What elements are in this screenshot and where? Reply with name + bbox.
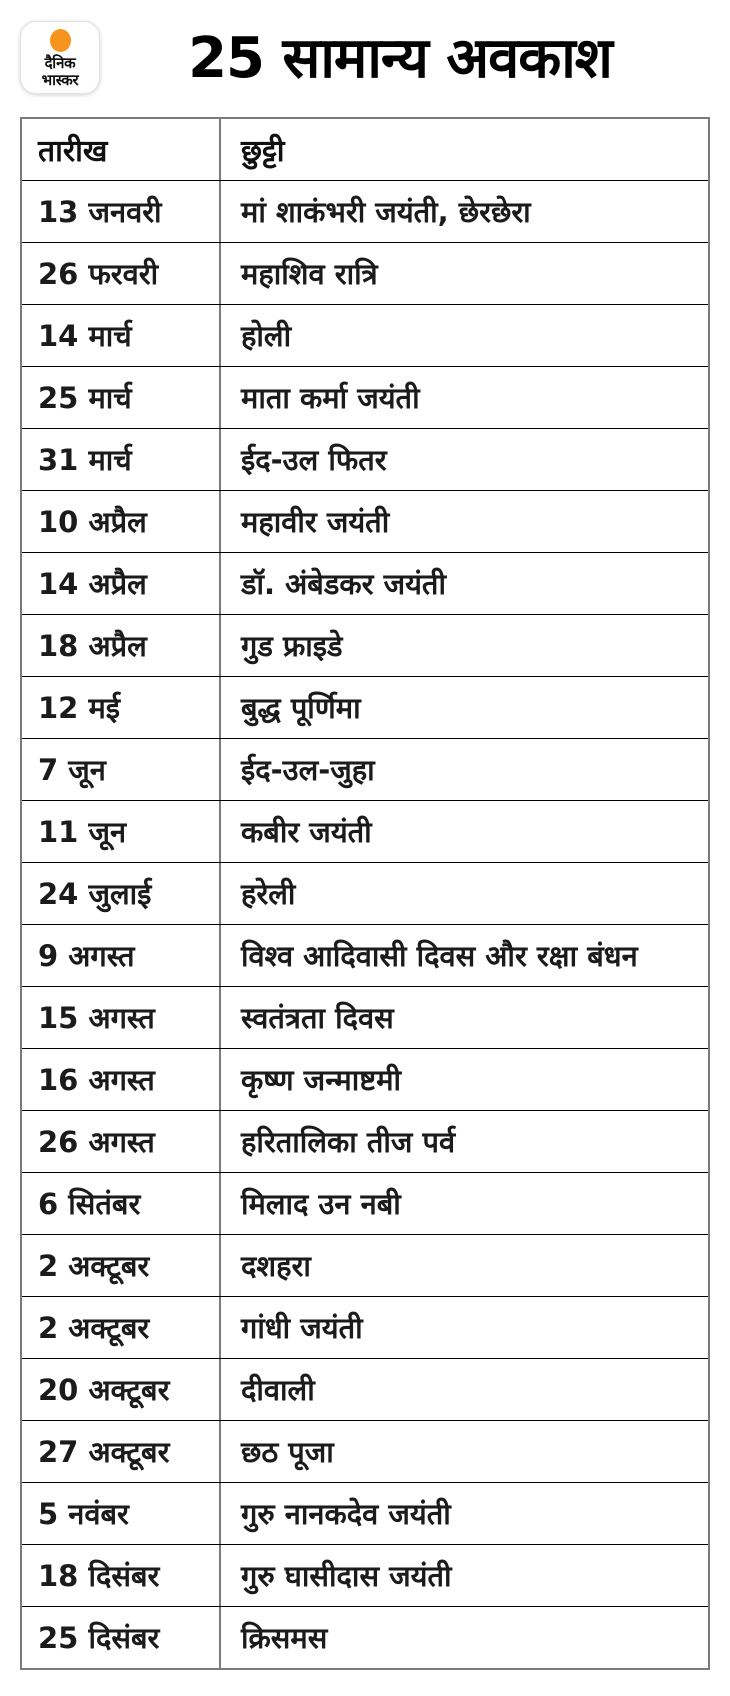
date-cell: 11 जून xyxy=(22,801,221,862)
table-row xyxy=(22,304,708,366)
holiday-cell: गांधी जयंती xyxy=(241,1311,363,1345)
date-cell: 26 अगस्त xyxy=(22,1111,221,1172)
holiday-cell: ईद-उल-जुहा xyxy=(241,753,375,787)
holiday-cell: छठ पूजा xyxy=(241,1435,334,1469)
table-row xyxy=(22,1358,708,1420)
holiday-cell: डॉ. अंबेडकर जयंती xyxy=(241,567,446,601)
table-row xyxy=(22,1544,708,1606)
date-cell: 10 अप्रैल xyxy=(22,491,221,552)
date-cell: 25 दिसंबर xyxy=(22,1607,221,1668)
date-cell: 27 अक्टूबर xyxy=(22,1421,221,1482)
holiday-cell: गुरु नानकदेव जयंती xyxy=(241,1497,451,1531)
logo-text-line2: भास्कर xyxy=(41,70,79,89)
date-cell: 12 मई xyxy=(22,677,221,738)
date-cell: 13 जनवरी xyxy=(22,181,221,242)
table-row xyxy=(22,862,708,924)
table-row xyxy=(22,738,708,800)
logo-text-line1: दैनिक xyxy=(44,54,76,73)
table-row xyxy=(22,366,708,428)
table-row xyxy=(22,552,708,614)
table-row xyxy=(22,1172,708,1234)
date-cell: 20 अक्टूबर xyxy=(22,1359,221,1420)
holiday-cell: दशहरा xyxy=(241,1249,311,1283)
date-cell: 18 अप्रैल xyxy=(22,615,221,676)
holiday-cell: कबीर जयंती xyxy=(241,815,372,849)
date-column-header: तारीख xyxy=(22,119,221,180)
logo-sun-icon xyxy=(50,29,71,52)
holiday-cell: माता कर्मा जयंती xyxy=(241,381,420,415)
date-cell: 24 जुलाई xyxy=(22,863,221,924)
date-cell: 25 मार्च xyxy=(22,367,221,428)
holiday-cell: गुड फ्राइडे xyxy=(241,629,343,663)
table-row xyxy=(22,800,708,862)
holiday-cell: मां शाकंभरी जयंती, छेरछेरा xyxy=(241,195,531,229)
table-row xyxy=(22,180,708,242)
table-row xyxy=(22,924,708,986)
holiday-cell: दीवाली xyxy=(241,1373,315,1407)
table-row xyxy=(22,1482,708,1544)
date-cell: 5 नवंबर xyxy=(22,1483,221,1544)
table-row xyxy=(22,1110,708,1172)
table-row xyxy=(22,614,708,676)
table-row xyxy=(22,1234,708,1296)
date-cell: 31 मार्च xyxy=(22,429,221,490)
holiday-cell: क्रिसमस xyxy=(241,1621,328,1655)
table-row xyxy=(22,1606,708,1668)
holiday-cell: बुद्ध पूर्णिमा xyxy=(241,691,361,725)
holiday-cell: हरेली xyxy=(241,877,296,911)
date-cell: 7 जून xyxy=(22,739,221,800)
holiday-table-body xyxy=(22,180,708,1668)
date-cell: 15 अगस्त xyxy=(22,987,221,1048)
holiday-cell: महावीर जयंती xyxy=(241,505,390,539)
date-cell: 16 अगस्त xyxy=(22,1049,221,1110)
date-cell: 26 फरवरी xyxy=(22,243,221,304)
date-cell: 9 अगस्त xyxy=(22,925,221,986)
table-row xyxy=(22,428,708,490)
table-header-row xyxy=(22,119,708,180)
table-row xyxy=(22,986,708,1048)
holiday-cell: स्वतंत्रता दिवस xyxy=(241,1001,394,1035)
holiday-cell: मिलाद उन नबी xyxy=(241,1187,401,1221)
holiday-cell: विश्व आदिवासी दिवस और रक्षा बंधन xyxy=(241,939,638,973)
holiday-column-header: छुट्टी xyxy=(241,134,285,169)
holiday-cell: कृष्ण जन्माष्टमी xyxy=(241,1063,402,1097)
date-cell: 6 सितंबर xyxy=(22,1173,221,1234)
holiday-table xyxy=(20,117,710,1670)
holiday-cell: ईद-उल फितर xyxy=(241,443,387,477)
holiday-cell: गुरु घासीदास जयंती xyxy=(241,1559,452,1593)
header xyxy=(0,0,730,117)
date-cell: 14 अप्रैल xyxy=(22,553,221,614)
holiday-cell: होली xyxy=(241,319,292,353)
table-row xyxy=(22,242,708,304)
date-cell: 2 अक्टूबर xyxy=(22,1235,221,1296)
table-row xyxy=(22,1296,708,1358)
page-title: 25 सामान्य अवकाश xyxy=(188,26,612,91)
table-row xyxy=(22,676,708,738)
date-cell: 14 मार्च xyxy=(22,305,221,366)
table-row xyxy=(22,1048,708,1110)
holiday-cell: महाशिव रात्रि xyxy=(241,257,378,291)
table-row xyxy=(22,490,708,552)
date-cell: 2 अक्टूबर xyxy=(22,1297,221,1358)
holiday-cell: हरितालिका तीज पर्व xyxy=(241,1125,456,1159)
table-row xyxy=(22,1420,708,1482)
date-cell: 18 दिसंबर xyxy=(22,1545,221,1606)
